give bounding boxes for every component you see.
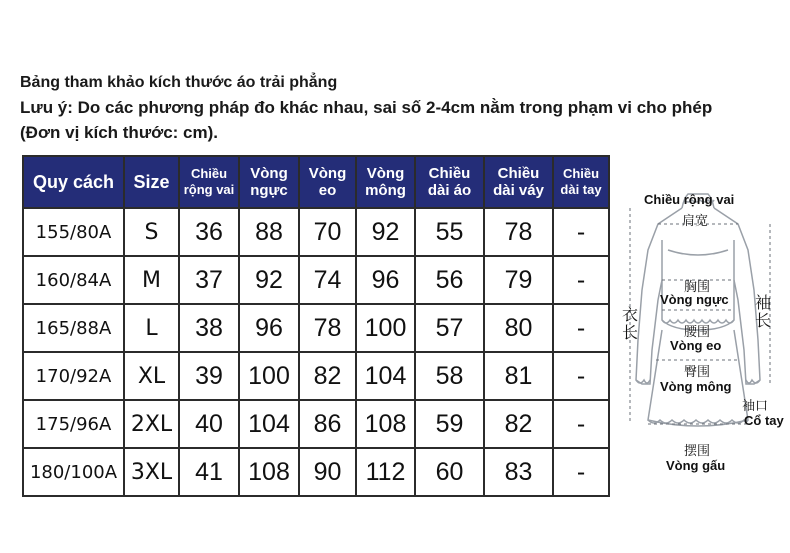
header-top-length: Chiều dài áo	[415, 156, 484, 208]
cell-bust: 92	[239, 256, 299, 304]
cell-sleeve-length: -	[553, 352, 609, 400]
cell-bust: 96	[239, 304, 299, 352]
header-waist: Vòng eo	[299, 156, 356, 208]
cell-spec: 175/96A	[23, 400, 124, 448]
cell-sleeve-length: -	[553, 448, 609, 496]
cell-top-length: 55	[415, 208, 484, 256]
cell-shoulder: 38	[179, 304, 239, 352]
cell-waist: 78	[299, 304, 356, 352]
cell-top-length: 59	[415, 400, 484, 448]
label-sleeve-length-cn: 袖 长	[754, 293, 771, 330]
note-unit: (Đơn vị kích thước: cm).	[20, 123, 219, 142]
cell-bust: 108	[239, 448, 299, 496]
cell-waist: 86	[299, 400, 356, 448]
cell-hip: 104	[356, 352, 415, 400]
cell-sleeve-length: -	[553, 208, 609, 256]
cell-spec: 180/100A	[23, 448, 124, 496]
cell-size: XL	[124, 352, 179, 400]
notes-block	[20, 70, 780, 145]
cell-size: L	[124, 304, 179, 352]
cell-top-length: 58	[415, 352, 484, 400]
cell-spec: 170/92A	[23, 352, 124, 400]
label-shoulder-vi: Chiều rộng vai	[644, 192, 735, 207]
label-hip-vi: Vòng mông	[660, 379, 732, 394]
table-row	[23, 304, 609, 352]
cell-bust: 100	[239, 352, 299, 400]
cell-top-length: 60	[415, 448, 484, 496]
table-row	[23, 256, 609, 304]
table-row	[23, 448, 609, 496]
cell-spec: 165/88A	[23, 304, 124, 352]
header-bust: Vòng ngực	[239, 156, 299, 208]
cell-dress-length: 78	[484, 208, 553, 256]
cell-waist: 82	[299, 352, 356, 400]
label-cuff-cn: 袖口	[742, 399, 769, 414]
header-spec: Quy cách	[23, 156, 124, 208]
cell-waist: 74	[299, 256, 356, 304]
size-table	[22, 155, 610, 497]
cell-size: 3XL	[124, 448, 179, 496]
cell-size: 2XL	[124, 400, 179, 448]
label-bust-cn: 胸围	[684, 280, 711, 295]
label-waist-vi: Vòng eo	[670, 338, 722, 353]
cell-size: M	[124, 256, 179, 304]
cell-shoulder: 39	[179, 352, 239, 400]
cell-dress-length: 80	[484, 304, 553, 352]
cell-sleeve-length: -	[553, 256, 609, 304]
cell-dress-length: 79	[484, 256, 553, 304]
cell-hip: 96	[356, 256, 415, 304]
label-waist-cn: 腰围	[684, 325, 711, 340]
cell-spec: 155/80A	[23, 208, 124, 256]
label-hem-vi: Vòng gấu	[666, 458, 726, 473]
cell-hip: 100	[356, 304, 415, 352]
table-row	[23, 400, 609, 448]
cell-sleeve-length: -	[553, 400, 609, 448]
cell-bust: 88	[239, 208, 299, 256]
label-body-length-cn: 衣 长	[621, 305, 638, 342]
cell-shoulder: 36	[179, 208, 239, 256]
cell-waist: 90	[299, 448, 356, 496]
cell-top-length: 56	[415, 256, 484, 304]
cell-shoulder: 40	[179, 400, 239, 448]
cell-dress-length: 81	[484, 352, 553, 400]
header-shoulder: Chiều rộng vai	[179, 156, 239, 208]
header-hip: Vòng mông	[356, 156, 415, 208]
label-cuff-vi: Cổ tay	[744, 413, 784, 428]
cell-waist: 70	[299, 208, 356, 256]
cell-hip: 108	[356, 400, 415, 448]
note-tolerance: Lưu ý: Do các phương pháp đo khác nhau, sai số 2-4cm nằm trong phạm vi cho phép	[20, 98, 713, 117]
cell-dress-length: 82	[484, 400, 553, 448]
cell-dress-length: 83	[484, 448, 553, 496]
cell-shoulder: 37	[179, 256, 239, 304]
cell-hip: 112	[356, 448, 415, 496]
cell-bust: 104	[239, 400, 299, 448]
cell-shoulder: 41	[179, 448, 239, 496]
cell-top-length: 57	[415, 304, 484, 352]
table-row	[23, 208, 609, 256]
cell-sleeve-length: -	[553, 304, 609, 352]
table-row	[23, 352, 609, 400]
header-row	[23, 156, 609, 208]
cell-hip: 92	[356, 208, 415, 256]
label-bust-vi: Vòng ngực	[660, 292, 729, 307]
header-size: Size	[124, 156, 179, 208]
label-hem-cn: 摆围	[684, 444, 711, 459]
cell-size: S	[124, 208, 179, 256]
label-shoulder-cn: 肩宽	[682, 214, 709, 229]
header-sleeve-length: Chiều dài tay	[553, 156, 609, 208]
header-dress-length: Chiều dài váy	[484, 156, 553, 208]
label-hip-cn: 臀围	[684, 365, 711, 380]
cell-spec: 160/84A	[23, 256, 124, 304]
note-title: Bảng tham khảo kích thước áo trải phẳng	[20, 74, 338, 91]
